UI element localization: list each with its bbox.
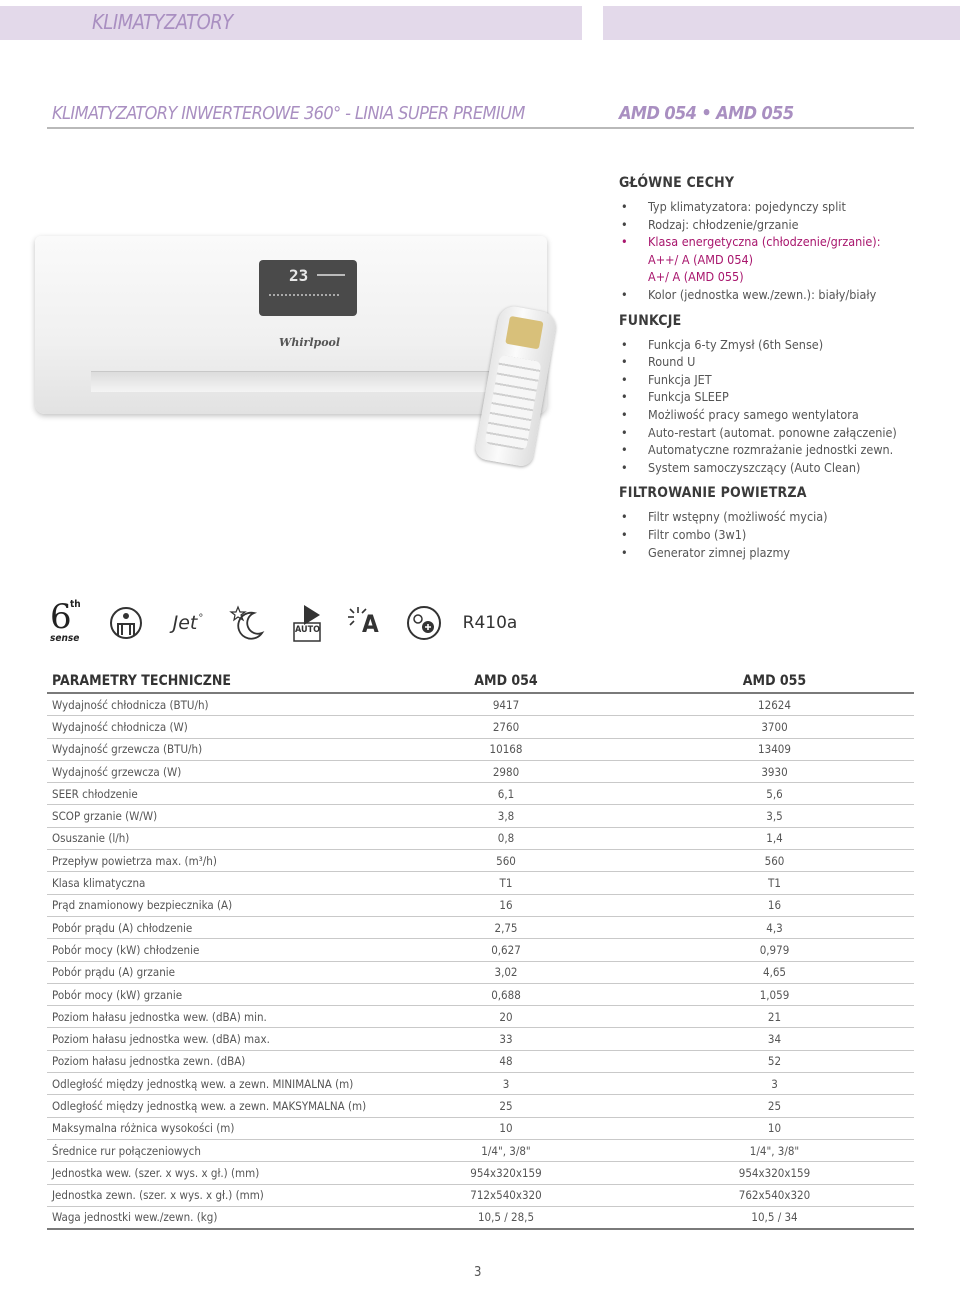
display-indicator	[317, 274, 345, 276]
value-amd054: 0,688	[377, 983, 635, 1005]
list-item: • Automatyczne rozmrażanie jednostki zewn.	[619, 441, 919, 459]
list-item: • Możliwość pracy samego wentylatora	[619, 406, 919, 424]
table-row	[47, 983, 914, 1005]
value-amd054: 0,8	[377, 827, 635, 849]
table-row	[47, 1073, 914, 1095]
value-amd054: 0,627	[377, 939, 635, 961]
value-amd054: 10,5 / 28,5	[377, 1206, 635, 1229]
sleep-icon	[228, 600, 268, 646]
table-row	[47, 693, 914, 716]
indoor-unit	[35, 236, 547, 414]
functions-list	[619, 336, 919, 477]
6th-sense-suffix: th	[70, 599, 81, 610]
list-item: • Funkcja SLEEP	[619, 388, 919, 406]
value-amd055: 5,6	[635, 783, 914, 805]
table-row	[47, 805, 914, 827]
param-label: Pobór mocy (kW) chłodzenie	[47, 939, 377, 961]
table-row	[47, 827, 914, 849]
models-title: AMD 054 • AMD 055	[619, 103, 794, 124]
value-amd055: 10	[635, 1117, 914, 1139]
value-amd054: 2760	[377, 716, 635, 738]
table-header-label: PARAMETRY TECHNICZNE	[47, 670, 377, 693]
value-amd054: 3,8	[377, 805, 635, 827]
value-amd055: 21	[635, 1006, 914, 1028]
table-row	[47, 1028, 914, 1050]
table-row	[47, 961, 914, 983]
r410a-label: R410a	[462, 613, 518, 633]
page-number: 3	[474, 1265, 482, 1280]
feature-block	[619, 172, 919, 567]
list-item-energy-class: • Klasa energetyczna (chłodzenie/grzanie):	[619, 233, 919, 251]
list-item-energy-class-054: A++/ A (AMD 054)	[648, 251, 754, 267]
value-amd055: 16	[635, 894, 914, 916]
value-amd054: 2,75	[377, 916, 635, 938]
value-amd054: 2980	[377, 760, 635, 782]
table-row	[47, 1117, 914, 1139]
header-band	[0, 6, 582, 40]
param-label: Przepływ powietrza max. (m³/h)	[47, 850, 377, 872]
param-label: Pobór mocy (kW) grzanie	[47, 983, 377, 1005]
value-amd055: 1,059	[635, 983, 914, 1005]
param-label: Odległość między jednostką wew. a zewn. MAKSYMALNA (m)	[47, 1095, 377, 1117]
auto-label: AUTO	[295, 625, 320, 635]
brand-logo: Whirlpool	[279, 336, 341, 349]
value-amd054: 16	[377, 894, 635, 916]
table-row	[47, 1206, 914, 1229]
table-row	[47, 1139, 914, 1161]
value-amd054: 20	[377, 1006, 635, 1028]
list-item: • Round U	[619, 353, 919, 371]
param-label: Odległość między jednostką wew. a zewn. MINIMALNA (m)	[47, 1073, 377, 1095]
value-amd055: T1	[635, 872, 914, 894]
value-amd054: 1/4", 3/8"	[377, 1139, 635, 1161]
feature-icons-row	[50, 597, 530, 648]
value-amd055: 3,5	[635, 805, 914, 827]
list-item: • Rodzaj: chłodzenie/grzanie	[619, 216, 919, 234]
param-label: Maksymalna różnica wysokości (m)	[47, 1117, 377, 1139]
param-label: Jednostka zewn. (szer. x wys. x gł.) (mm)	[47, 1184, 377, 1206]
section-heading-filtering: FILTROWANIE POWIETRZA	[619, 485, 807, 502]
6th-sense-number: 6	[50, 597, 72, 637]
table-row	[47, 760, 914, 782]
value-amd054: 10	[377, 1117, 635, 1139]
value-amd055: 762x540x320	[635, 1184, 914, 1206]
table-row	[47, 716, 914, 738]
value-amd055: 52	[635, 1050, 914, 1072]
list-item: • System samoczyszczący (Auto Clean)	[619, 459, 919, 477]
header-band-right	[603, 6, 960, 40]
table-row	[47, 872, 914, 894]
value-amd055: 25	[635, 1095, 914, 1117]
list-item: • Funkcja 6-ty Zmysł (6th Sense)	[619, 336, 919, 354]
table-row	[47, 1184, 914, 1206]
table-row	[47, 916, 914, 938]
param-label: Średnice rur połączeniowych	[47, 1139, 377, 1161]
value-amd055: 954x320x159	[635, 1162, 914, 1184]
param-label: SCOP grzanie (W/W)	[47, 805, 377, 827]
product-line-title: KLIMATYZATORY INWERTEROWE 360° - LINIA SUPER PREMIUM	[52, 103, 525, 124]
display-dots	[269, 294, 339, 302]
jet-label: Jet	[172, 612, 198, 634]
6th-sense-icon	[50, 597, 90, 646]
param-label: SEER chłodzenie	[47, 783, 377, 805]
value-amd054: 560	[377, 850, 635, 872]
display-temperature: 23	[289, 266, 309, 285]
param-label: Pobór prądu (A) chłodzenie	[47, 916, 377, 938]
param-label: Wydajność grzewcza (BTU/h)	[47, 738, 377, 760]
param-label: Wydajność chłodnicza (W)	[47, 716, 377, 738]
value-amd054: 954x320x159	[377, 1162, 635, 1184]
value-amd055: 4,3	[635, 916, 914, 938]
table-row	[47, 783, 914, 805]
param-label: Prąd znamionowy bezpiecznika (A)	[47, 894, 377, 916]
list-item: • Filtr combo (3w1)	[619, 526, 919, 544]
param-label: Poziom hałasu jednostka wew. (dBA) min.	[47, 1006, 377, 1028]
value-amd055: 10,5 / 34	[635, 1206, 914, 1229]
list-item: • Generator zimnej plazmy	[619, 544, 919, 562]
value-amd054: 3,02	[377, 961, 635, 983]
value-amd054: 25	[377, 1095, 635, 1117]
value-amd055: 12624	[635, 693, 914, 716]
value-amd055: 0,979	[635, 939, 914, 961]
value-amd054: 33	[377, 1028, 635, 1050]
list-item: • Kolor (jednostka wew./zewn.): biały/biały	[619, 286, 919, 304]
list-item-energy-class-055: A+/ A (AMD 055)	[648, 269, 744, 285]
remote-screen	[505, 316, 543, 349]
table-row	[47, 738, 914, 760]
product-image	[35, 222, 555, 472]
list-item: • Funkcja JET	[619, 371, 919, 389]
air-outlet	[91, 371, 521, 392]
value-amd055: 3930	[635, 760, 914, 782]
value-amd055: 34	[635, 1028, 914, 1050]
remote-buttons	[485, 355, 542, 451]
param-label: Wydajność chłodnicza (BTU/h)	[47, 693, 377, 716]
param-label: Pobór prądu (A) grzanie	[47, 961, 377, 983]
list-item: • Auto-restart (automat. ponowne załączenie)	[619, 424, 919, 442]
table-row	[47, 894, 914, 916]
section-heading-main: GŁÓWNE CECHY	[619, 175, 735, 191]
section-heading-functions: FUNKCJE	[619, 312, 682, 329]
technical-parameters-table	[47, 670, 914, 1230]
value-amd054: 48	[377, 1050, 635, 1072]
value-amd054: T1	[377, 872, 635, 894]
value-amd055: 3700	[635, 716, 914, 738]
jet-icon: Jet °	[172, 612, 204, 634]
param-label: Jednostka wew. (szer. x wys. x gł.) (mm)	[47, 1162, 377, 1184]
table-row	[47, 1095, 914, 1117]
table-row	[47, 1162, 914, 1184]
value-amd054: 10168	[377, 738, 635, 760]
value-amd055: 13409	[635, 738, 914, 760]
table-row	[47, 1050, 914, 1072]
table-row	[47, 1006, 914, 1028]
table-header-amd054: AMD 054	[377, 670, 635, 693]
table-body	[47, 693, 914, 1229]
list-item: • Typ klimatyzatora: pojedynczy split	[619, 198, 919, 216]
round-u-icon	[108, 600, 144, 646]
filter-icon	[404, 600, 444, 646]
value-amd055: 3	[635, 1073, 914, 1095]
param-label: Klasa klimatyczna	[47, 872, 377, 894]
page-category-title: KLIMATYZATORY	[92, 10, 233, 34]
table-header-row	[47, 670, 914, 693]
table-header-amd055: AMD 055	[635, 670, 914, 693]
value-amd055: 1,4	[635, 827, 914, 849]
param-label: Wydajność grzewcza (W)	[47, 760, 377, 782]
auto-clean-icon	[344, 600, 384, 646]
table-row	[47, 939, 914, 961]
param-label: Waga jednostki wew./zewn. (kg)	[47, 1206, 377, 1229]
value-amd055: 4,65	[635, 961, 914, 983]
value-amd054: 3	[377, 1073, 635, 1095]
param-label: Poziom hałasu jednostka wew. (dBA) max.	[47, 1028, 377, 1050]
6th-sense-word: sense	[50, 633, 80, 644]
param-label: Poziom hałasu jednostka zewn. (dBA)	[47, 1050, 377, 1072]
filtering-list	[619, 508, 919, 561]
param-label: Osuszanie (l/h)	[47, 827, 377, 849]
list-item: • Filtr wstępny (możliwość mycia)	[619, 508, 919, 526]
value-amd055: 560	[635, 850, 914, 872]
auto-icon	[290, 600, 324, 646]
unit-display	[259, 260, 357, 316]
r410a-icon	[460, 600, 520, 646]
auto-clean-label: A	[362, 610, 379, 638]
main-features-list	[619, 198, 919, 304]
table-row	[47, 850, 914, 872]
value-amd054: 9417	[377, 693, 635, 716]
value-amd054: 6,1	[377, 783, 635, 805]
value-amd055: 1/4", 3/8"	[635, 1139, 914, 1161]
title-divider	[47, 127, 914, 129]
value-amd054: 712x540x320	[377, 1184, 635, 1206]
